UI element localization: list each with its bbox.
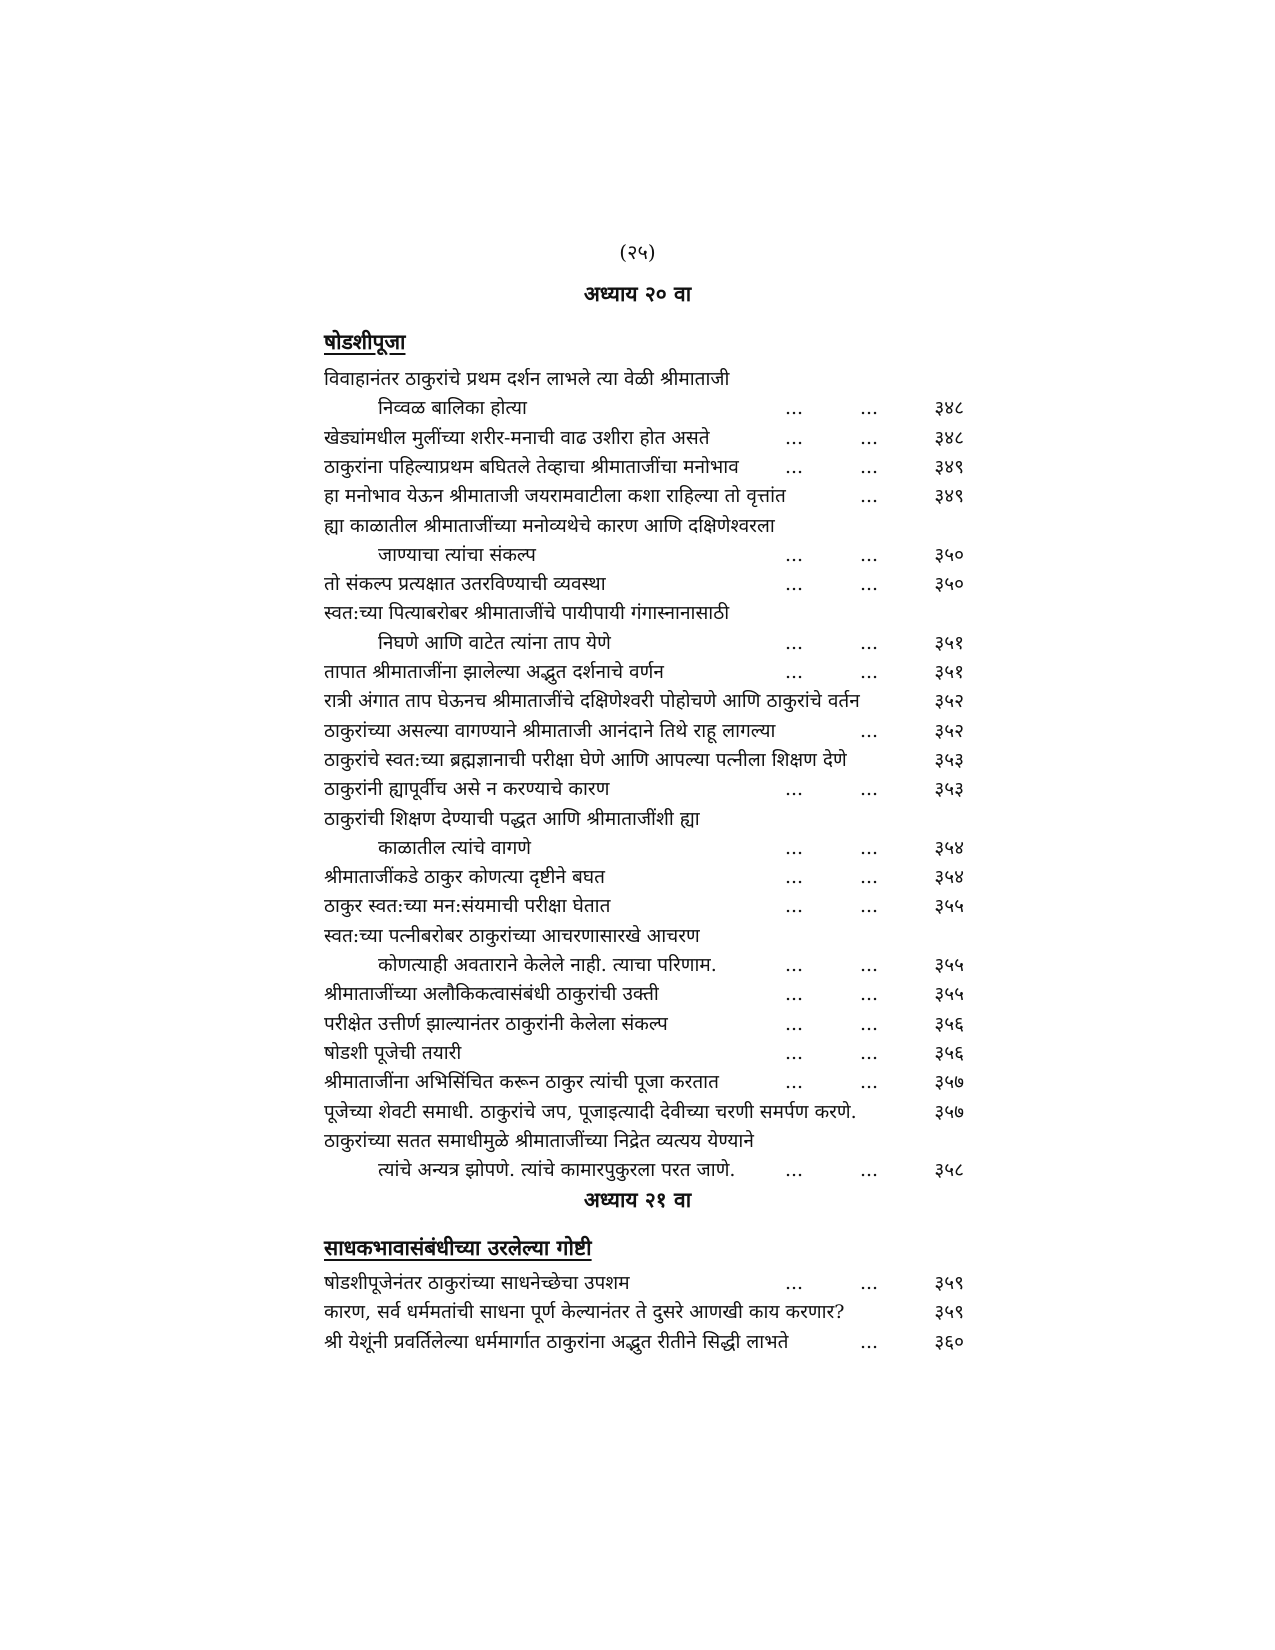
- toc-entry: [324, 657, 964, 687]
- toc-entry-text: निव्वळ बालिका होत्या: [378, 397, 527, 420]
- leader-dots: ...: [859, 1159, 879, 1182]
- toc-entry-text: विवाहानंतर ठाकुरांचे प्रथम दर्शन लाभले त्या वेळी श्रीमाताजी: [324, 368, 730, 390]
- toc-entry: [324, 1327, 964, 1357]
- toc-entry: [324, 1297, 964, 1327]
- toc-page-number: ३४८: [934, 426, 964, 449]
- toc-entry: [324, 745, 964, 775]
- toc-entry: [324, 950, 964, 980]
- leader-dots: ...: [859, 1041, 879, 1064]
- toc-entry-text: श्रीमाताजींना अभिसिंचित करून ठाकुर त्यांची पूजा करतात: [324, 1071, 719, 1094]
- leader-dots: ...: [859, 426, 879, 449]
- toc-entry: [324, 979, 964, 1009]
- toc-entry: [324, 364, 964, 394]
- leader-dots: ...: [784, 778, 804, 801]
- toc-page-number: ३४९: [934, 485, 964, 508]
- toc-entry-text: स्वत:च्या पित्याबरोबर श्रीमाताजींचे पायीपायी गंगास्नानासाठी: [324, 602, 730, 625]
- toc-page-number: ३५७: [934, 1071, 964, 1094]
- leader-dots: ...: [859, 836, 879, 859]
- toc-entry-text: पूजेच्या शेवटी समाधी. ठाकुरांचे जप, पूजाइत्यादी देवीच्या चरणी समर्पण करणे.: [324, 1100, 857, 1123]
- leader-dots: ...: [859, 983, 879, 1006]
- leader-dots: ...: [859, 573, 879, 596]
- toc-page-number: ३४८: [934, 397, 964, 420]
- toc-entry: [324, 774, 964, 804]
- leader-dots: ...: [784, 895, 804, 918]
- leader-dots: ...: [784, 631, 804, 654]
- toc-entry-text: कारण, सर्व धर्ममतांची साधना पूर्ण केल्यानंतर ते दुसरे आणखी काय करणार?: [324, 1301, 845, 1324]
- page-number: (२५): [619, 240, 656, 264]
- toc-entry: [324, 628, 964, 658]
- leader-dots: ...: [859, 397, 879, 420]
- leader-dots: ...: [784, 1012, 804, 1035]
- leader-dots: ...: [784, 1272, 804, 1294]
- toc-entry-text: परीक्षेत उत्तीर्ण झाल्यानंतर ठाकुरांनी केलेला संकल्प: [324, 1012, 668, 1035]
- toc-page-number: ३५९: [934, 1272, 964, 1294]
- toc-entry-text: खेड्यांमधील मुलींच्या शरीर-मनाची वाढ उशीरा होत असते: [324, 426, 710, 449]
- toc-entry-text: षोडशीपूजेनंतर ठाकुरांच्या साधनेच्छेचा उपशम: [324, 1272, 630, 1294]
- toc-page-number: ३५३: [934, 778, 964, 801]
- toc-page-number: ३५९: [934, 1301, 964, 1324]
- leader-dots: ...: [784, 455, 804, 478]
- toc-page-number: ३५६: [934, 1041, 964, 1064]
- leader-dots: ...: [784, 661, 804, 683]
- leader-dots: ...: [784, 573, 804, 596]
- toc-page-number: ३५०: [934, 573, 964, 596]
- section-heading: साधकभावासंबंधीच्या उरलेल्या गोष्टी: [324, 1235, 592, 1260]
- leader-dots: ...: [859, 866, 879, 889]
- toc-entry-text: ठाकुरांच्या असल्या वागण्याने श्रीमाताजी आनंदाने तिथे राहू लागल्या: [324, 719, 776, 742]
- toc-page-number: ३५७: [934, 1100, 964, 1123]
- toc-entry: [324, 1268, 964, 1298]
- leader-dots: ...: [859, 895, 879, 918]
- leader-dots: ...: [859, 485, 879, 508]
- toc-entry: [324, 569, 964, 599]
- toc-entry: [324, 686, 964, 716]
- leader-dots: ...: [784, 983, 804, 1006]
- toc-entry: [324, 1009, 964, 1039]
- leader-dots: ...: [859, 954, 879, 976]
- leader-dots: ...: [859, 1330, 879, 1353]
- toc-entry-text: हा मनोभाव येऊन श्रीमाताजी जयरामवाटीला कशा राहिल्या तो वृत्तांत: [324, 485, 786, 508]
- toc-entry-text: तापात श्रीमाताजींना झालेल्या अद्भुत दर्शनाचे वर्णन: [324, 661, 664, 683]
- toc-entry: [324, 393, 964, 423]
- toc-page-number: ३५२: [934, 719, 964, 742]
- leader-dots: ...: [859, 1272, 879, 1294]
- toc-entry-text: निघणे आणि वाटेत त्यांना ताप येणे: [378, 631, 611, 654]
- toc-entry: [324, 1126, 964, 1156]
- toc-entry: [324, 862, 964, 892]
- toc-entry-text: जाण्याचा त्यांचा संकल्प: [378, 543, 536, 566]
- leader-dots: ...: [859, 661, 879, 683]
- toc-entry: [324, 1067, 964, 1097]
- toc-entry-text: ठाकुरांनी ह्यापूर्वीच असे न करण्याचे कारण: [324, 778, 610, 801]
- toc-entry: [324, 833, 964, 863]
- toc-page-number: ३५५: [934, 954, 964, 976]
- toc-page-number: ३५३: [934, 748, 964, 771]
- toc-entry: [324, 921, 964, 951]
- leader-dots: ...: [859, 1012, 879, 1035]
- toc-entry-text: रात्री अंगात ताप घेऊनच श्रीमाताजींचे दक्षिणेश्वरी पोहोचणे आणि ठाकुरांचे वर्तन: [324, 690, 860, 713]
- toc-page-number: ३४९: [934, 455, 964, 478]
- toc-entry-text: षोडशी पूजेची तयारी: [324, 1041, 462, 1064]
- leader-dots: ...: [859, 455, 879, 478]
- toc-entry: [324, 511, 964, 541]
- toc-page-number: ३५४: [934, 866, 964, 889]
- toc-entry-text: कोणत्याही अवताराने केलेले नाही. त्याचा परिणाम.: [378, 954, 717, 976]
- toc-page-number: ३५५: [934, 895, 964, 918]
- toc-page-number: ३६०: [934, 1330, 964, 1353]
- toc-entry: [324, 481, 964, 511]
- chapter-heading: अध्याय २१ वा: [583, 1187, 692, 1212]
- leader-dots: ...: [859, 631, 879, 654]
- toc-page-number: ३५८: [934, 1159, 964, 1182]
- leader-dots: ...: [784, 397, 804, 420]
- toc-entry-text: ठाकुरांना पहिल्याप्रथम बघितले तेव्हाचा श्रीमाताजींचा मनोभाव: [324, 455, 739, 478]
- toc-page-number: ३५२: [934, 690, 964, 713]
- leader-dots: ...: [859, 778, 879, 801]
- toc-entry: [324, 716, 964, 746]
- toc-entry-text: ठाकुरांची शिक्षण देण्याची पद्धत आणि श्रीमाताजींशी ह्या: [324, 807, 700, 830]
- toc-entry: [324, 1038, 964, 1068]
- toc-entry-text: ठाकुर स्वत:च्या मन:संयमाची परीक्षा घेतात: [324, 895, 611, 918]
- toc-entry-text: ठाकुरांचे स्वत:च्या ब्रह्मज्ञानाची परीक्षा घेणे आणि आपल्या पत्नीला शिक्षण देणे: [324, 748, 847, 771]
- toc-entry: [324, 1155, 964, 1185]
- toc-entry-text: श्रीमाताजींच्या अलौकिकत्वासंबंधी ठाकुरांची उक्ती: [324, 983, 659, 1006]
- toc-page-number: ३५६: [934, 1012, 964, 1035]
- leader-dots: ...: [784, 1071, 804, 1094]
- leader-dots: ...: [784, 866, 804, 889]
- leader-dots: ...: [784, 426, 804, 449]
- toc-entry: [324, 598, 964, 628]
- toc-entry: [324, 804, 964, 834]
- toc-entry-text: काळातील त्यांचे वागणे: [378, 836, 532, 859]
- toc-page-number: ३५५: [934, 983, 964, 1006]
- leader-dots: ...: [859, 1071, 879, 1094]
- toc-entry-text: ठाकुरांच्या सतत समाधीमुळे श्रीमाताजींच्या निद्रेत व्यत्यय येण्याने: [324, 1129, 754, 1152]
- toc-entry: [324, 540, 964, 570]
- leader-dots: ...: [784, 1041, 804, 1064]
- toc-entry: [324, 452, 964, 482]
- chapter-heading: अध्याय २० वा: [583, 281, 692, 306]
- leader-dots: ...: [859, 719, 879, 742]
- toc-entry: [324, 1097, 964, 1127]
- toc-page-number: ३५१: [934, 631, 964, 654]
- leader-dots: ...: [784, 836, 804, 859]
- toc-page-number: ३५०: [934, 543, 964, 566]
- toc-entry: [324, 423, 964, 453]
- toc-page-number: ३५१: [934, 661, 964, 683]
- toc-entry-text: तो संकल्प प्रत्यक्षात उतरविण्याची व्यवस्था: [324, 573, 606, 596]
- leader-dots: ...: [784, 954, 804, 976]
- toc-entry-text: श्री येशूंनी प्रवर्तिलेल्या धर्ममार्गात ठाकुरांना अद्भुत रीतीने सिद्धी लाभते: [324, 1330, 789, 1353]
- leader-dots: ...: [784, 1159, 804, 1182]
- toc-entry-text: ह्या काळातील श्रीमाताजींच्या मनोव्यथेचे कारण आणि दक्षिणेश्वरला: [324, 514, 775, 537]
- toc-page-number: ३५४: [934, 836, 964, 859]
- section-heading: षोडशीपूजा: [324, 329, 406, 354]
- toc-entry-text: स्वत:च्या पत्नीबरोबर ठाकुरांच्या आचरणासारखे आचरण: [324, 924, 700, 947]
- toc-entry: [324, 891, 964, 921]
- leader-dots: ...: [859, 543, 879, 566]
- leader-dots: ...: [784, 543, 804, 566]
- toc-entry-text: श्रीमाताजींकडे ठाकुर कोणत्या दृष्टीने बघत: [324, 866, 605, 889]
- toc-entry-text: त्यांचे अन्यत्र झोपणे. त्यांचे कामारपुकुरला परत जाणे.: [378, 1159, 736, 1182]
